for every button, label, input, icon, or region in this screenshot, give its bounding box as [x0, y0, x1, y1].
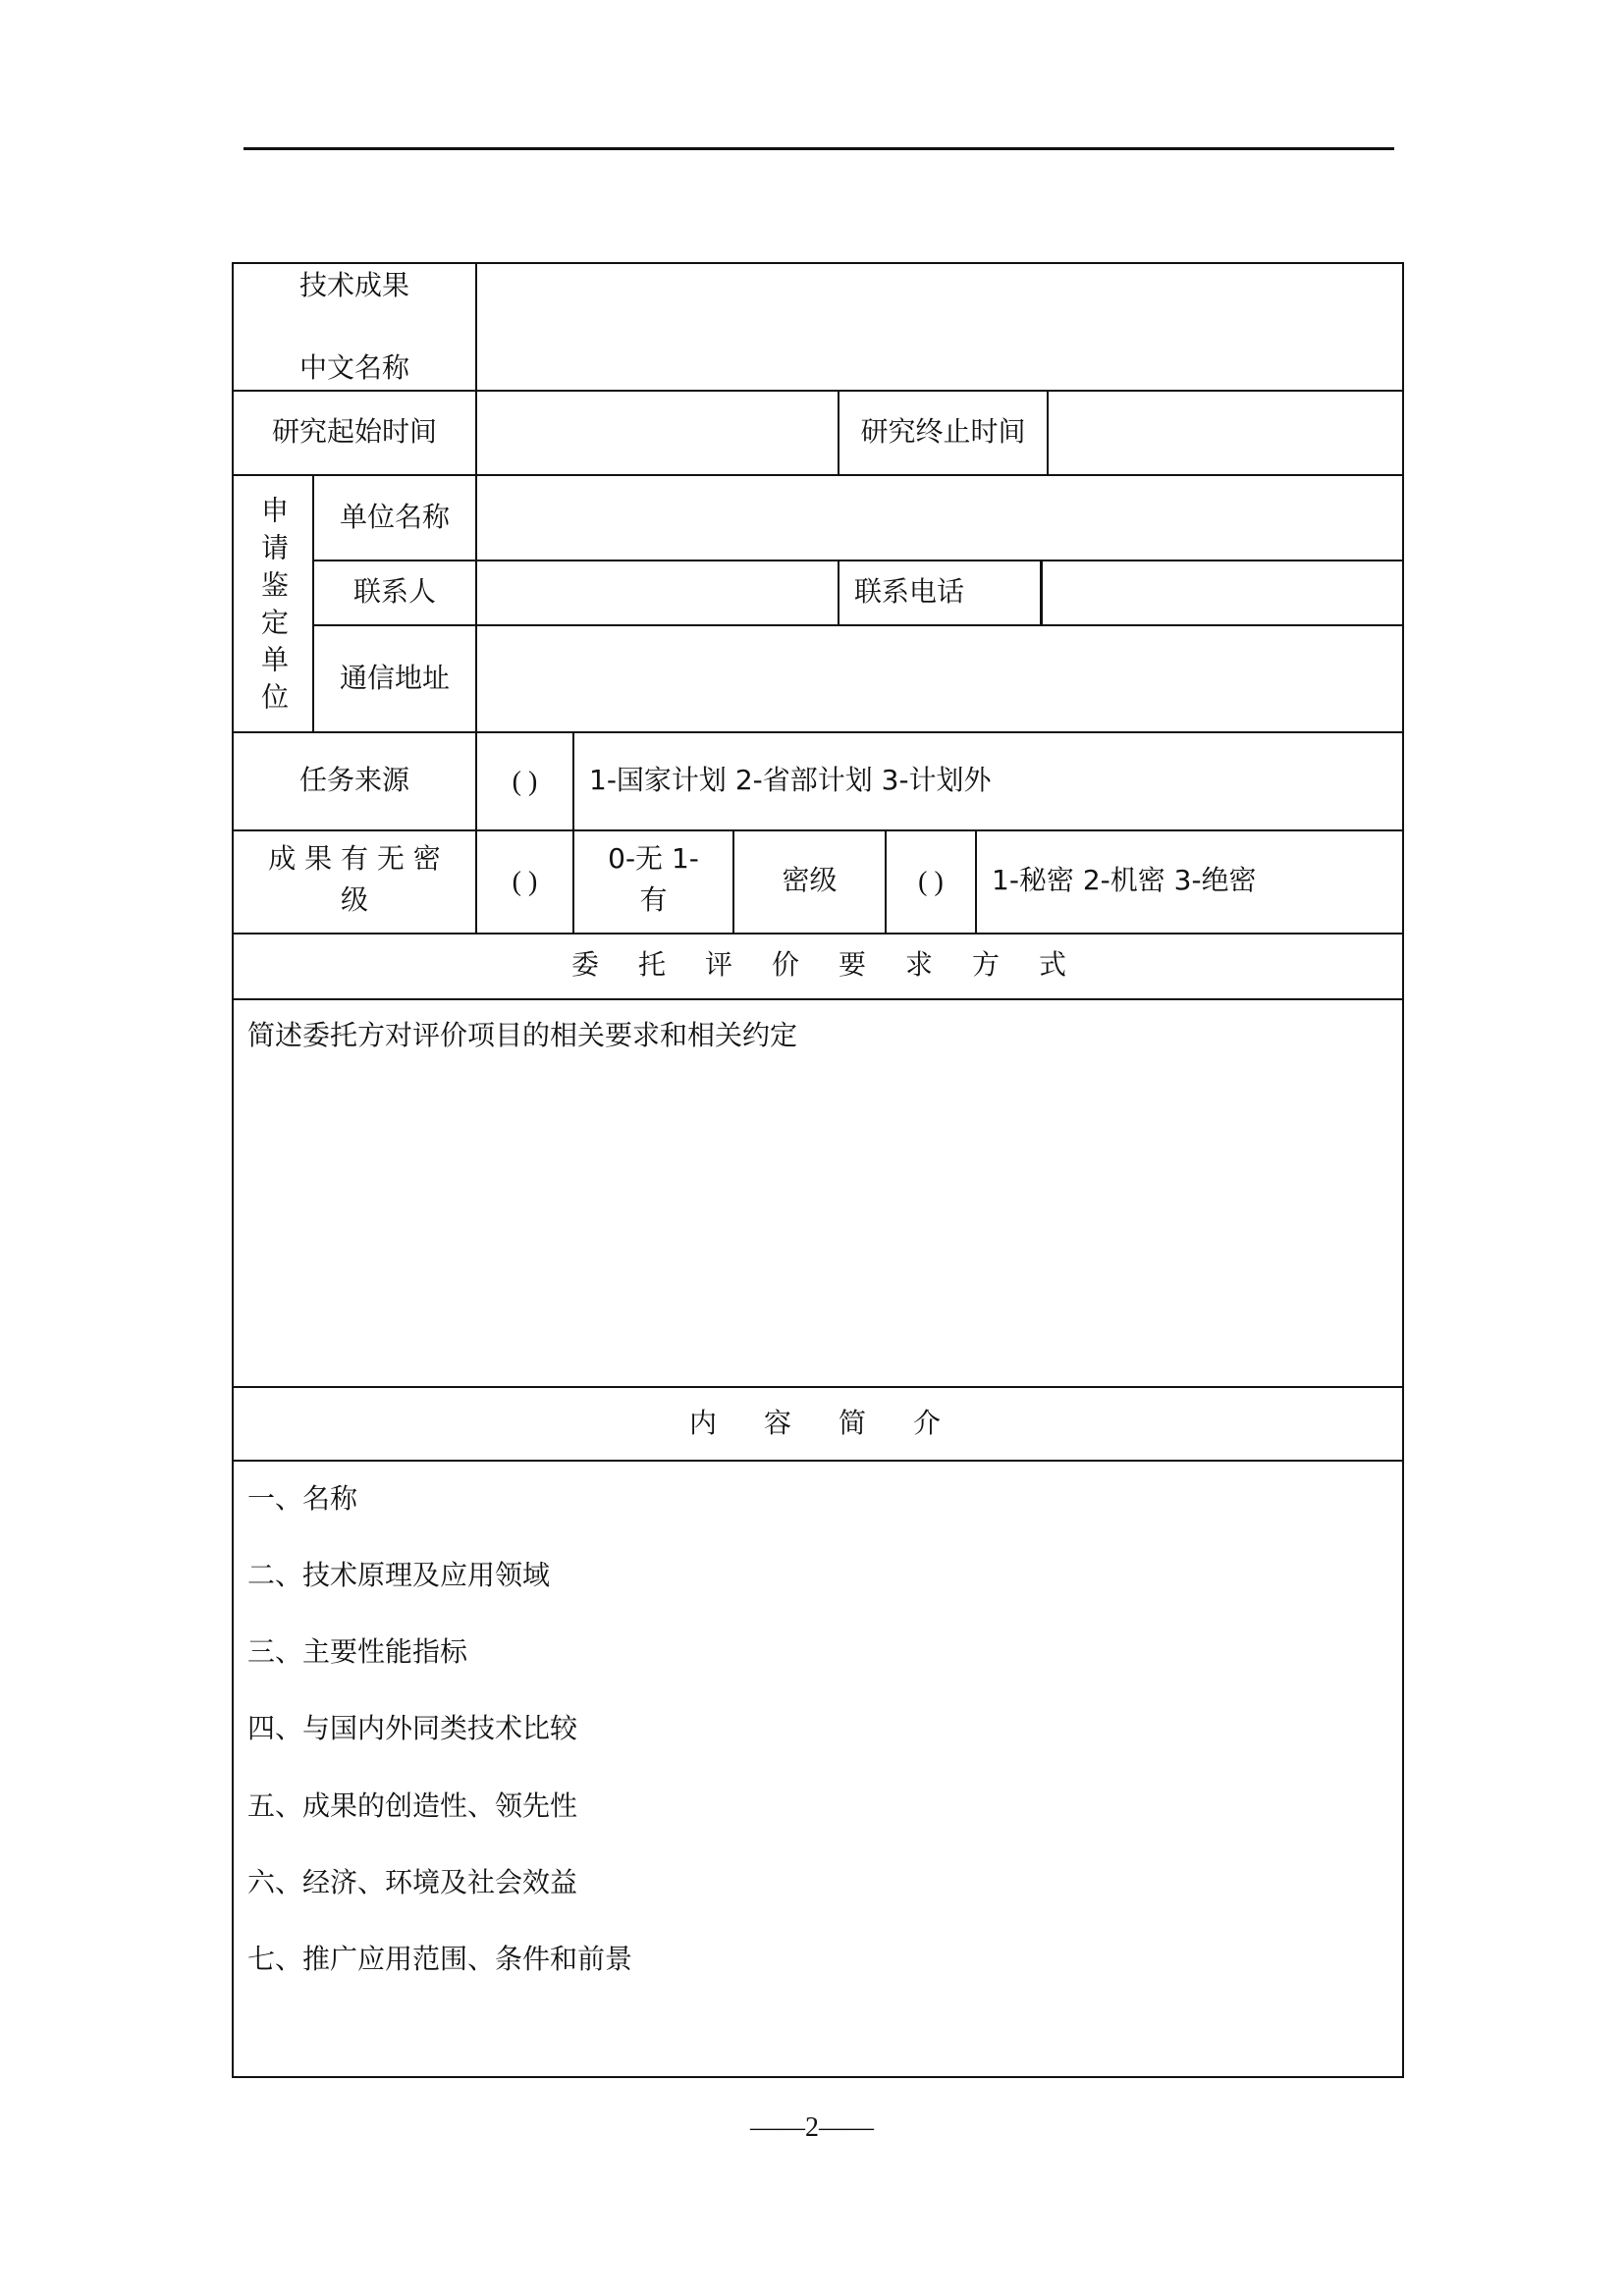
- page-number: ——2——: [750, 2112, 874, 2143]
- row-divider: [234, 998, 1404, 1000]
- unit-name-label: 单位名称: [339, 501, 450, 533]
- contact-input-cell[interactable]: [477, 561, 837, 624]
- col-divider: [838, 560, 839, 624]
- row-divider: [234, 731, 1404, 733]
- secret-label-line2: 级: [340, 883, 368, 916]
- task-source-paren[interactable]: ( ): [512, 767, 538, 797]
- intro-item: 一、名称: [247, 1482, 358, 1515]
- title-label-line2: 中文名称: [298, 351, 409, 384]
- row-divider: [234, 1460, 1404, 1462]
- col-divider: [975, 829, 977, 933]
- secret-level-paren[interactable]: ( ): [918, 867, 944, 897]
- title-label-line1: 技术成果: [298, 269, 409, 301]
- address-label: 通信地址: [339, 662, 450, 694]
- secret-options-line1: 0-无 1-: [608, 842, 699, 875]
- task-source-options: 1-国家计划 2-省部计划 3-计划外: [589, 764, 992, 796]
- applicant-group-label: 申请鉴定单位: [257, 496, 290, 720]
- secret-options-line2: 有: [639, 883, 668, 916]
- task-source-label: 任务来源: [298, 764, 409, 796]
- row-divider: [234, 933, 1404, 934]
- unit-name-input-cell[interactable]: [477, 476, 1404, 560]
- phone-label: 联系电话: [854, 575, 965, 608]
- start-time-label: 研究起始时间: [271, 415, 437, 448]
- secret-level-options: 1-秘密 2-机密 3-绝密: [992, 864, 1257, 896]
- row-divider: [234, 1386, 1404, 1388]
- intro-item: 五、成果的创造性、领先性: [247, 1789, 578, 1822]
- end-time-input-cell[interactable]: [1049, 392, 1404, 474]
- intro-item: 二、技术原理及应用领域: [247, 1559, 551, 1591]
- header-rule: [244, 147, 1394, 150]
- phone-input-cell[interactable]: [1043, 561, 1404, 624]
- application-form-table: [232, 262, 1404, 2078]
- contact-label: 联系人: [352, 575, 436, 608]
- intro-item: 三、主要性能指标: [247, 1635, 468, 1668]
- eval-hint: 简述委托方对评价项目的相关要求和相关约定: [247, 1019, 798, 1051]
- intro-section-header: 内容简介: [688, 1407, 988, 1439]
- intro-item: 七、推广应用范围、条件和前景: [247, 1943, 633, 1975]
- intro-item: 六、经济、环境及社会效益: [247, 1866, 578, 1898]
- address-input-cell[interactable]: [477, 626, 1404, 731]
- secret-label-line1: 成 果 有 无 密: [268, 842, 441, 875]
- secret-level-label: 密级: [782, 864, 838, 896]
- start-time-input-cell[interactable]: [477, 392, 837, 474]
- eval-section-header: 委托评价要求方式: [570, 948, 1106, 981]
- row-divider: [234, 829, 1404, 831]
- end-time-label: 研究终止时间: [860, 415, 1026, 448]
- eval-input-area[interactable]: [234, 1059, 1404, 1386]
- intro-item: 四、与国内外同类技术比较: [247, 1712, 578, 1744]
- secret-paren[interactable]: ( ): [512, 867, 538, 897]
- title-input-cell[interactable]: [477, 264, 1404, 390]
